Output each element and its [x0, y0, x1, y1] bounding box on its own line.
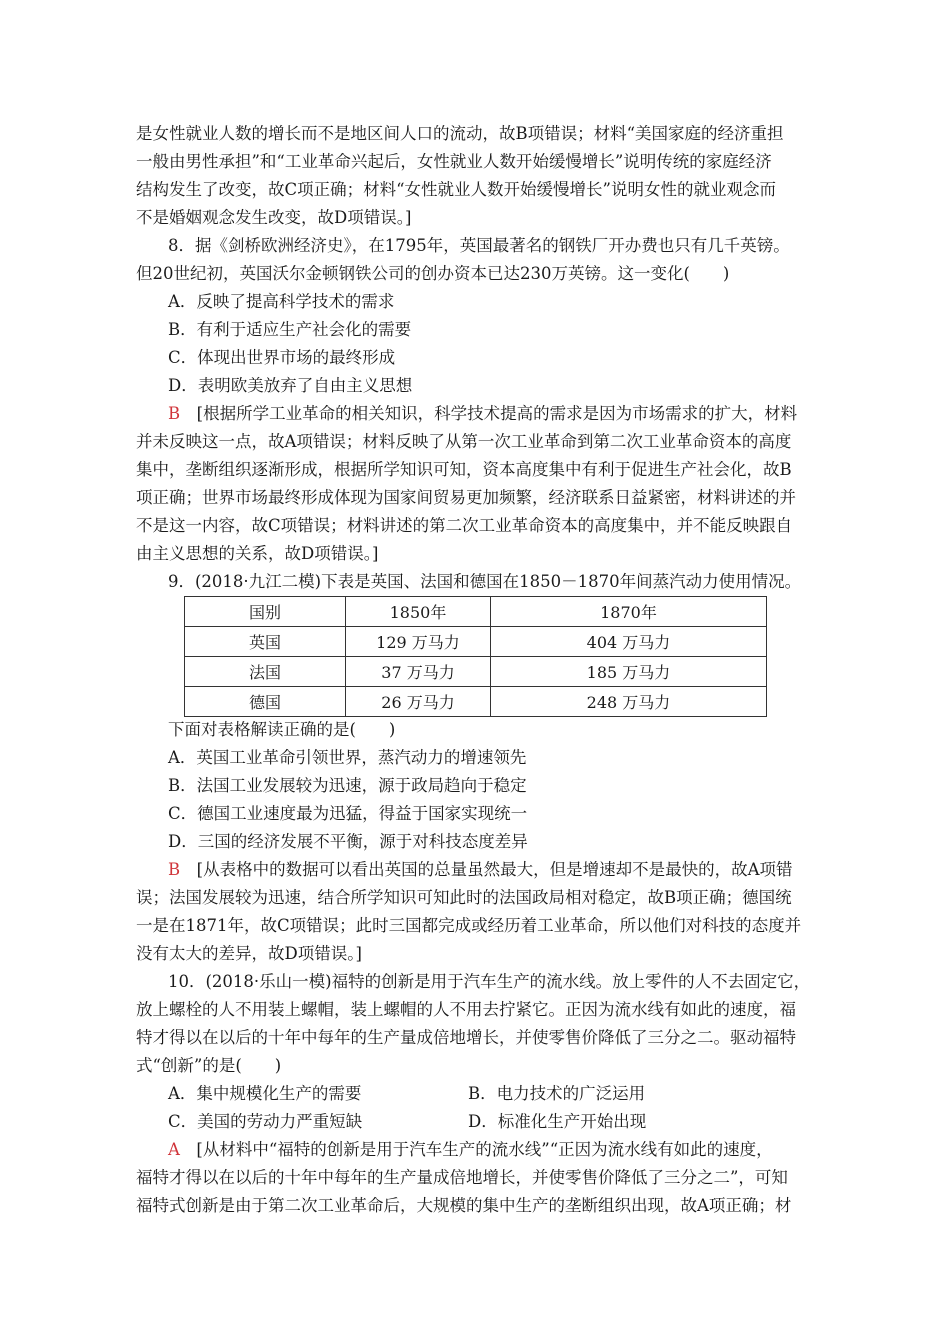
q8-option-c: C．体现出世界市场的最终形成 — [168, 348, 396, 367]
q10-option-a: A．集中规模化生产的需要 — [168, 1084, 362, 1103]
table-row — [185, 657, 767, 687]
q9-prompt: 下面对表格解读正确的是( ) — [168, 720, 396, 739]
continued-explanation-line: 是女性就业人数的增长而不是地区间人口的流动，故B项错误；材料“美国家庭的经济重担 — [136, 124, 784, 143]
table-cell: 129 万马力 — [346, 627, 491, 657]
q8-explanation: 不是这一内容，故C项错误；材料讲述的第二次工业革命资本的高度集中，并不能反映跟自 — [136, 516, 793, 535]
q9-answer: B — [168, 860, 181, 879]
q10-stem: 特才得以在以后的十年中每年的生产量成倍地增长，并使零售价降低了三分之二。驱动福特 — [136, 1028, 796, 1047]
q10-stem: 10．(2018·乐山一模)福特的创新是用于汽车生产的流水线。放上零件的人不去固定它， — [168, 972, 811, 991]
table-cell: 法国 — [185, 657, 346, 687]
q8-stem: 8．据《剑桥欧洲经济史》，在1795年，英国最著名的钢铁厂开办费也只有几千英镑。 — [168, 236, 790, 255]
q8-explanation: 并未反映这一点，故A项错误；材料反映了从第一次工业革命到第二次工业革命资本的高度 — [136, 432, 792, 451]
table-header-cell: 1870年 — [491, 597, 767, 627]
q10-option-d: D．标准化生产开始出现 — [468, 1112, 647, 1131]
q8-option-a: A．反映了提高科学技术的需求 — [168, 292, 395, 311]
q10-explanation: 福特才得以在以后的十年中每年的生产量成倍地增长，并使零售价降低了三分之二”，可知 — [136, 1168, 788, 1187]
q10-explanation: A [从材料中“福特的创新是用于汽车生产的流水线”“正因为流水线有如此的速度， — [168, 1140, 773, 1159]
q9-stem: 9．(2018·九江二模)下表是英国、法国和德国在1850－1870年间蒸汽动力使用情况。 — [168, 572, 802, 591]
q8-explanation: 由主义思想的关系，故D项错误。] — [136, 544, 379, 563]
table-cell: 德国 — [185, 687, 346, 717]
table-row — [185, 687, 767, 717]
q8-explanation: 项正确；世界市场最终形成体现为国家间贸易更加频繁，经济联系日益紧密，材料讲述的并 — [136, 488, 796, 507]
q9-option-d: D．三国的经济发展不平衡，源于对科技态度差异 — [168, 832, 528, 851]
q10-option-b: B．电力技术的广泛运用 — [468, 1084, 646, 1103]
q8-explanation: B [根据所学工业革命的相关知识，科学技术提高的需求是因为市场需求的扩大，材料 — [168, 404, 798, 423]
q10-explanation: 福特式创新是由于第二次工业革命后，大规模的集中生产的垄断组织出现，故A项正确；材 — [136, 1196, 792, 1215]
q8-option-b: B．有利于适应生产社会化的需要 — [168, 320, 412, 339]
continued-explanation-line: 不是婚姻观念发生改变，故D项错误。] — [136, 208, 412, 227]
steam-power-table — [184, 596, 767, 717]
q9-option-b: B．法国工业发展较为迅速，源于政局趋向于稳定 — [168, 776, 527, 795]
q8-answer: B — [168, 404, 181, 423]
continued-explanation-line: 结构发生了改变，故C项正确；材料“女性就业人数开始缓慢增长”说明女性的就业观念而 — [136, 180, 776, 199]
table-cell: 404 万马力 — [491, 627, 767, 657]
table-cell: 248 万马力 — [491, 687, 767, 717]
table-header-row — [185, 597, 767, 627]
q10-option-c: C．美国的劳动力严重短缺 — [168, 1112, 363, 1131]
q8-explanation: 集中，垄断组织逐渐形成，根据所学知识可知，资本高度集中有利于促进生产社会化，故B — [136, 460, 792, 479]
q9-explanation: B [从表格中的数据可以看出英国的总量虽然最大，但是增速却不是最快的，故A项错 — [168, 860, 793, 879]
q10-answer: A — [168, 1140, 180, 1159]
continued-explanation-line: 一般由男性承担”和“工业革命兴起后，女性就业人数开始缓慢增长”说明传统的家庭经济 — [136, 152, 772, 171]
q9-option-a: A．英国工业革命引领世界，蒸汽动力的增速领先 — [168, 748, 527, 767]
table-header-cell: 1850年 — [346, 597, 491, 627]
table-cell: 185 万马力 — [491, 657, 767, 687]
q8-option-d: D．表明欧美放弃了自由主义思想 — [168, 376, 413, 395]
table-header-cell: 国别 — [185, 597, 346, 627]
q9-explanation: 一是在1871年，故C项错误；此时三国都完成或经历着工业革命，所以他们对科技的态度并 — [136, 916, 802, 935]
table-cell: 37 万马力 — [346, 657, 491, 687]
q10-stem: 式“创新”的是( ) — [136, 1056, 282, 1075]
q10-stem: 放上螺栓的人不用装上螺帽，装上螺帽的人不用去拧紧它。正因为流水线有如此的速度，福 — [136, 1000, 796, 1019]
q9-option-c: C．德国工业速度最为迅猛，得益于国家实现统一 — [168, 804, 528, 823]
q9-explanation: 误；法国发展较为迅速，结合所学知识可知此时的法国政局相对稳定，故B项正确；德国统 — [136, 888, 792, 907]
q8-stem: 但20世纪初，英国沃尔金顿钢铁公司的创办资本已达230万英镑。这一变化( ) — [136, 264, 730, 283]
table-cell: 英国 — [185, 627, 346, 657]
q9-explanation: 没有太大的差异，故D项错误。] — [136, 944, 362, 963]
table-cell: 26 万马力 — [346, 687, 491, 717]
table-row — [185, 627, 767, 657]
